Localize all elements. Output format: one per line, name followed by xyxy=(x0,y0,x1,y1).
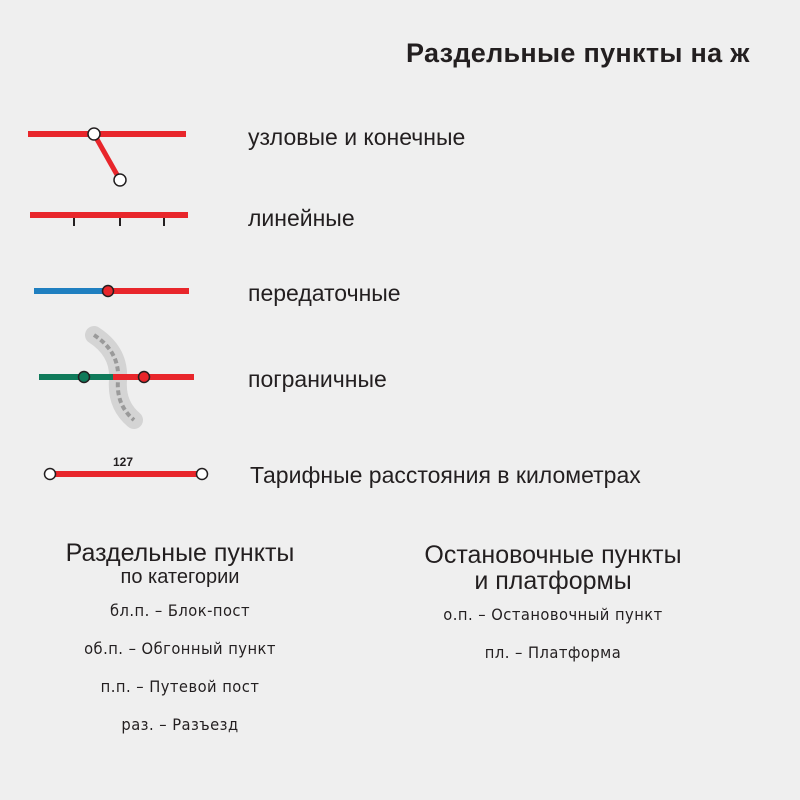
tariff-distance-icon xyxy=(45,469,208,480)
linear-station-icon xyxy=(30,215,188,226)
stop-item: о.п. – Остановочный пункт xyxy=(443,605,663,624)
legend-label-tariff: Тарифные расстояния в километрах xyxy=(250,462,641,488)
legend-label-junction: узловые и конечные xyxy=(248,124,466,150)
legend-symbols xyxy=(0,0,260,500)
categories-section xyxy=(30,540,330,744)
categories-title: Раздельные пункты xyxy=(65,539,295,567)
transfer-station-icon xyxy=(34,286,189,297)
categories-subtitle: по категории xyxy=(120,566,240,588)
legend-label-linear: линейные xyxy=(248,205,355,231)
stops-section xyxy=(393,542,713,672)
stops-title-line2: и платформы xyxy=(474,567,632,595)
stop-item: пл. – Платформа xyxy=(484,643,622,662)
junction-station-icon xyxy=(28,128,186,186)
page-title: Раздельные пункты на ж xyxy=(406,38,750,68)
legend-label-border: пограничные xyxy=(248,366,387,392)
category-item: раз. – Разъезд xyxy=(121,715,239,734)
category-item: бл.п. – Блок-пост xyxy=(109,601,251,620)
tariff-distance-value: 127 xyxy=(113,455,134,469)
category-item: п.п. – Путевой пост xyxy=(100,677,260,696)
category-item: об.п. – Обгонный пункт xyxy=(84,639,276,658)
stops-title-line1: Остановочные пункты xyxy=(424,541,682,569)
legend-label-transfer: передаточные xyxy=(248,280,401,306)
border-station-icon xyxy=(39,335,194,420)
